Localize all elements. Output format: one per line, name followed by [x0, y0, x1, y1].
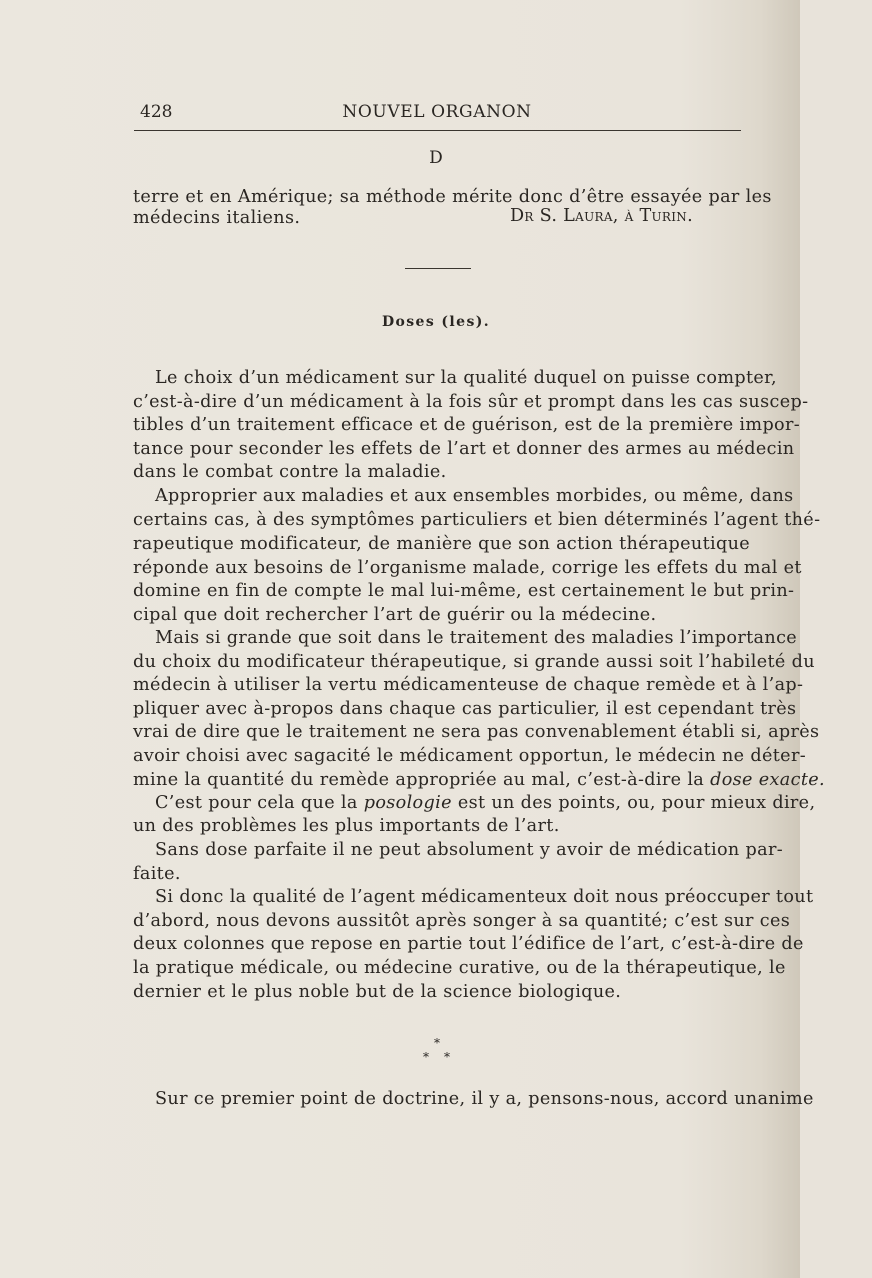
- asterism-star: *: [444, 1050, 450, 1064]
- entry-heading: Doses (les).: [381, 314, 491, 330]
- text-line: la pratique médicale, ou médecine curative, ou de la thérapeutique, le: [133, 958, 786, 978]
- text-line: tibles d’un traitement efficace et de guérison, est de la première impor-: [133, 415, 801, 435]
- emphasis: dose exacte.: [710, 770, 825, 790]
- text-line: Si donc la qualité de l’agent médicamenteux doit nous préoccuper tout: [155, 887, 814, 907]
- section-letter: D: [429, 148, 443, 168]
- asterism-star: *: [423, 1050, 429, 1064]
- text-line: un des problèmes les plus importants de l’art.: [133, 816, 560, 836]
- text-line: pliquer avec à-propos dans chaque cas particulier, il est cependant très: [133, 699, 797, 719]
- running-title: NOUVEL ORGANON: [342, 102, 532, 122]
- author-signature: Dr S. Laura, à Turin.: [510, 206, 693, 226]
- text-line: domine en fin de compte le mal lui-même, est certainement le but prin-: [133, 581, 795, 601]
- text-line: rapeutique modificateur, de manière que son action thérapeutique: [133, 534, 751, 554]
- text-line: médecin à utiliser la vertu médicamenteuse de chaque remède et à l’ap-: [133, 675, 804, 695]
- text-line: tance pour seconder les effets de l’art et donner des armes au médecin: [133, 439, 795, 459]
- text-line: du choix du modificateur thérapeutique, si grande aussi soit l’habileté du: [133, 652, 815, 672]
- text-line: Le choix d’un médicament sur la qualité duquel on puisse compter,: [155, 368, 777, 388]
- text-line: cipal que doit rechercher l’art de guérir ou la médecine.: [133, 605, 657, 625]
- text-line: certains cas, à des symptômes particuliers et bien déterminés l’agent thé-: [133, 510, 821, 530]
- text-line: Sur ce premier point de doctrine, il y a, pensons-nous, accord unanime: [155, 1089, 814, 1109]
- emphasis: posologie: [363, 793, 452, 813]
- text-line: Sans dose parfaite il ne peut absolument y avoir de médication par-: [155, 840, 784, 860]
- text-line: terre et en Amérique; sa méthode mérite donc d’être essayée par les: [133, 187, 772, 207]
- text-line: médecins italiens.: [133, 208, 301, 228]
- text-line: c’est-à-dire d’un médicament à la fois sûr et prompt dans les cas suscep-: [133, 392, 809, 412]
- text-line: vrai de dire que le traitement ne sera pas convenablement établi si, après: [133, 722, 820, 742]
- text-line: C’est pour cela que la posologie est un des points, ou, pour mieux dire,: [155, 793, 816, 813]
- header-rule: [134, 130, 741, 131]
- section-divider: [405, 268, 471, 269]
- asterism-star: *: [434, 1036, 440, 1050]
- text-line: Approprier aux maladies et aux ensembles morbides, ou même, dans: [155, 486, 794, 506]
- page-header: [133, 100, 741, 126]
- text-line: d’abord, nous devons aussitôt après songer à sa quantité; c’est sur ces: [133, 911, 791, 931]
- text-line: réponde aux besoins de l’organisme malade, corrige les effets du mal et: [133, 558, 802, 578]
- text-line: dernier et le plus noble but de la science biologique.: [133, 982, 622, 1002]
- text-line: avoir choisi avec sagacité le médicament opportun, le médecin ne déter-: [133, 746, 807, 766]
- text-line: mine la quantité du remède appropriée au mal, c’est-à-dire la dose exacte.: [133, 770, 825, 790]
- text-line: Mais si grande que soit dans le traitement des maladies l’importance: [155, 628, 798, 648]
- page-number: 428: [140, 102, 173, 122]
- text-line: dans le combat contre la maladie.: [133, 462, 447, 482]
- text-line: deux colonnes que repose en partie tout l’édifice de l’art, c’est-à-dire de: [133, 934, 804, 954]
- text-line: faite.: [133, 864, 181, 884]
